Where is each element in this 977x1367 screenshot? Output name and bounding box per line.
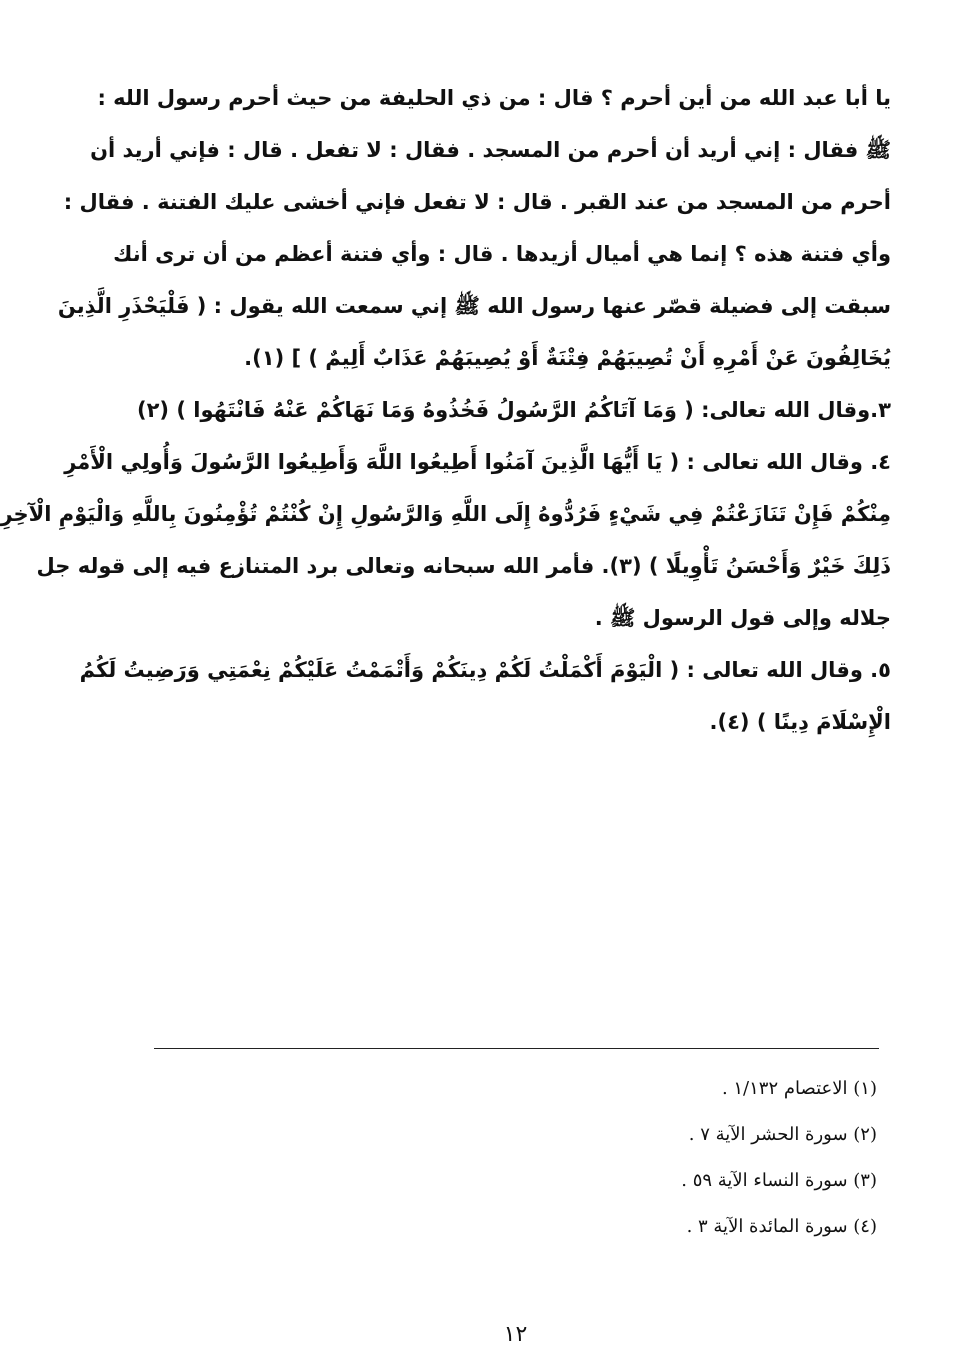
footnote-2: (٢) سورة الحشر الآية ٧ .: [688, 1124, 877, 1145]
text-line: وأي فتنة هذه ؟ إنما هي أميال أزيدها . قال : وأي فتنة أعظم من أن ترى أنك: [113, 242, 891, 266]
text-line: مِنْكُمْ فَإِنْ تَنَازَعْتُمْ فِي شَيْءٍ فَرُدُّوهُ إِلَى اللَّهِ وَالرَّسُولِ إِنْ كُنْتُمْ تُؤْمِنُونَ بِاللَّهِ وَالْيَوْمِ الْآخِرِ: [0, 502, 891, 526]
text-line: ﷺ فقال : إني أريد أن أحرم من المسجد . فقال : لا تفعل . قال : فإني أريد أن: [90, 138, 891, 162]
footnote-divider: [154, 1048, 879, 1049]
text-line: يا أبا عبد الله من أين أحرم ؟ قال : من ذي الحليفة من حيث أحرم رسول الله :: [97, 86, 891, 110]
footnote-4: (٤) سورة المائدة الآية ٣ .: [686, 1216, 877, 1237]
text-line: جلاله وإلى قول الرسول ﷺ .: [594, 606, 891, 630]
text-line: ٥. وقال الله تعالى : ( الْيَوْمَ أَكْمَلْتُ لَكُمْ دِينَكُمْ وَأَتْمَمْتُ عَلَيْكُمْ نِعْمَتِي وَرَضِيتُ لَكُمُ: [79, 658, 891, 682]
text-line: أحرم من المسجد من عند القبر . قال : لا تفعل فإني أخشى عليك الفتنة . فقال :: [63, 190, 891, 214]
text-line: سبقت إلى فضيلة قصّر عنها رسول الله ﷺ إني سمعت الله يقول : ( فَلْيَحْذَرِ الَّذِينَ: [57, 294, 891, 318]
footnotes: [377, 1066, 877, 1250]
page-number: ١٢: [503, 1322, 528, 1347]
text-line: ذَلِكَ خَيْرٌ وَأَحْسَنُ تَأْوِيلًا ) (٣). فأمر الله سبحانه وتعالى برد المتنازع فيه إلى قوله جل: [36, 554, 891, 578]
footnote-1: (١) الاعتصام ١/١٣٢ .: [721, 1078, 877, 1099]
footnote-3: (٣) سورة النساء الآية ٥٩ .: [681, 1170, 877, 1191]
main-text: [0, 72, 891, 748]
text-line: ٣.وقال الله تعالى: ( وَمَا آتَاكُمُ الرَّسُولُ فَخُذُوهُ وَمَا نَهَاكُمْ عَنْهُ فَانْتَهُوا ) (٢): [136, 398, 891, 422]
text-line: ٤. وقال الله تعالى : ( يَا أَيُّهَا الَّذِينَ آمَنُوا أَطِيعُوا اللَّهَ وَأَطِيعُوا الرَّسُولَ وَأُولِي الْأَمْرِ: [64, 450, 891, 474]
text-line: يُخَالِفُونَ عَنْ أَمْرِهِ أَنْ تُصِيبَهُمْ فِتْنَةٌ أَوْ يُصِيبَهُمْ عَذَابٌ أَلِيمٌ ) ] (١).: [244, 346, 891, 370]
text-line: الْإِسْلَامَ دِينًا ) (٤).: [709, 710, 891, 734]
